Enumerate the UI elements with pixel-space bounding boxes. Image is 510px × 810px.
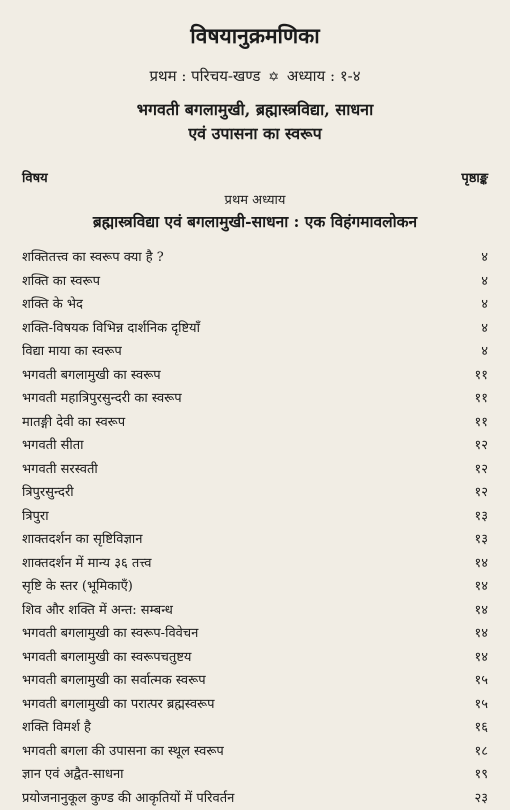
toc-entry-page: ११ — [474, 364, 488, 388]
toc-entry-topic: भगवती बगलामुखी का परात्पर ब्रह्मस्वरूप — [22, 693, 215, 717]
toc-entry-page: १४ — [474, 599, 488, 623]
toc-entry — [22, 246, 488, 270]
part-heading — [0, 66, 510, 86]
toc-entry — [22, 646, 488, 670]
toc-entry-page: ४ — [481, 246, 488, 270]
toc-entry-topic: शक्ति के भेद — [22, 293, 83, 317]
toc-entry-page: २३ — [474, 787, 488, 810]
toc-entry-page: १२ — [474, 481, 488, 505]
toc-entry — [22, 552, 488, 576]
toc-entry-topic: शक्ति-विषयक विभिन्न दार्शनिक दृष्टियाँ — [22, 317, 200, 341]
toc-entry-topic: भगवती बगलामुखी का स्वरूप — [22, 364, 161, 388]
toc-entry-topic: त्रिपुरा — [22, 505, 49, 529]
toc-entry-topic: भगवती बगलामुखी का स्वरूप-विवेचन — [22, 622, 198, 646]
toc-entry-topic: त्रिपुरसुन्दरी — [22, 481, 74, 505]
toc-entry-topic: भगवती महात्रिपुरसुन्दरी का स्वरूप — [22, 387, 182, 411]
toc-entry-topic: भगवती बगला की उपासना का स्थूल स्वरूप — [22, 740, 224, 764]
toc-entry-page: १२ — [474, 458, 488, 482]
toc-entry-topic: प्रयोजनानुकूल कुण्ड की आकृतियों में परिवर्तन — [22, 787, 234, 810]
toc-entry-topic: विद्या माया का स्वरूप — [22, 340, 122, 364]
toc-entry-topic: शक्ति का स्वरूप — [22, 270, 100, 294]
toc-entry-page: १३ — [474, 528, 488, 552]
toc-entry — [22, 669, 488, 693]
toc-entry — [22, 693, 488, 717]
toc-entry — [22, 481, 488, 505]
toc-entry — [22, 740, 488, 764]
toc-entry-page: ४ — [481, 317, 488, 341]
toc-entry — [22, 528, 488, 552]
part-subtitle-line2: एवं उपासना का स्वरूप — [0, 122, 510, 144]
toc-entry-page: १३ — [474, 505, 488, 529]
toc-entry-page: १५ — [474, 669, 488, 693]
toc-entry — [22, 575, 488, 599]
subject-column-heading: विषय — [22, 168, 48, 186]
star-of-david-icon: ✡ — [268, 70, 279, 85]
toc-entry-page: ४ — [481, 340, 488, 364]
toc-entry-topic: शक्ति विमर्श है — [22, 716, 91, 740]
toc-entry-topic: ज्ञान एवं अद्वैत-साधना — [22, 763, 124, 787]
toc-entry — [22, 763, 488, 787]
toc-entry-page: १४ — [474, 575, 488, 599]
toc-entry — [22, 505, 488, 529]
toc-entry — [22, 622, 488, 646]
toc-entry-page: १५ — [474, 693, 488, 717]
toc-list — [22, 246, 488, 810]
toc-entry — [22, 599, 488, 623]
toc-entry — [22, 411, 488, 435]
toc-entry — [22, 270, 488, 294]
toc-entry-topic: शिव और शक्ति में अन्त: सम्बन्ध — [22, 599, 173, 623]
toc-entry-page: १२ — [474, 434, 488, 458]
toc-entry-page: १९ — [474, 763, 488, 787]
toc-entry-topic: भगवती सरस्वती — [22, 458, 98, 482]
page-title: विषयानुक्रमणिका — [0, 22, 510, 50]
page-column-heading: पृष्ठाङ्क — [461, 168, 488, 186]
toc-entry-topic: सृष्टि के स्तर (भूमिकाएँ) — [22, 575, 133, 599]
toc-entry-page: ११ — [474, 411, 488, 435]
toc-entry — [22, 434, 488, 458]
toc-entry-page: १६ — [474, 716, 488, 740]
part-label: प्रथम : परिचय-खण्ड — [149, 67, 260, 85]
toc-entry-topic: भगवती सीता — [22, 434, 84, 458]
part-subtitle-line1: भगवती बगलामुखी, ब्रह्मास्त्रविद्या, साधना — [0, 98, 510, 120]
toc-entry — [22, 293, 488, 317]
toc-entry-topic: शक्तितत्त्व का स्वरूप क्या है ? — [22, 246, 164, 270]
toc-entry — [22, 340, 488, 364]
toc-entry-page: १८ — [474, 740, 488, 764]
toc-entry-page: ११ — [474, 387, 488, 411]
toc-entry — [22, 458, 488, 482]
toc-entry-page: ४ — [481, 270, 488, 294]
toc-entry-page: १४ — [474, 552, 488, 576]
part-range: अध्याय : १-४ — [287, 67, 361, 85]
toc-entry — [22, 364, 488, 388]
toc-entry — [22, 716, 488, 740]
toc-entry-topic: मातङ्गी देवी का स्वरूप — [22, 411, 125, 435]
toc-entry-page: ४ — [481, 293, 488, 317]
chapter-title: ब्रह्मास्त्रविद्या एवं बगलामुखी-साधना : एक विहंगमावलोकन — [0, 210, 510, 232]
toc-entry — [22, 317, 488, 341]
toc-entry-page: १४ — [474, 646, 488, 670]
toc-entry — [22, 787, 488, 810]
toc-entry-topic: शाक्तदर्शन का सृष्टिविज्ञान — [22, 528, 142, 552]
toc-entry — [22, 387, 488, 411]
chapter-label: प्रथम अध्याय — [0, 190, 510, 208]
toc-entry-topic: भगवती बगलामुखी का सर्वात्मक स्वरूप — [22, 669, 206, 693]
toc-entry-page: १४ — [474, 622, 488, 646]
toc-entry-topic: शाक्तदर्शन में मान्य ३६ तत्त्व — [22, 552, 152, 576]
toc-entry-topic: भगवती बगलामुखी का स्वरूपचतुष्टय — [22, 646, 191, 670]
